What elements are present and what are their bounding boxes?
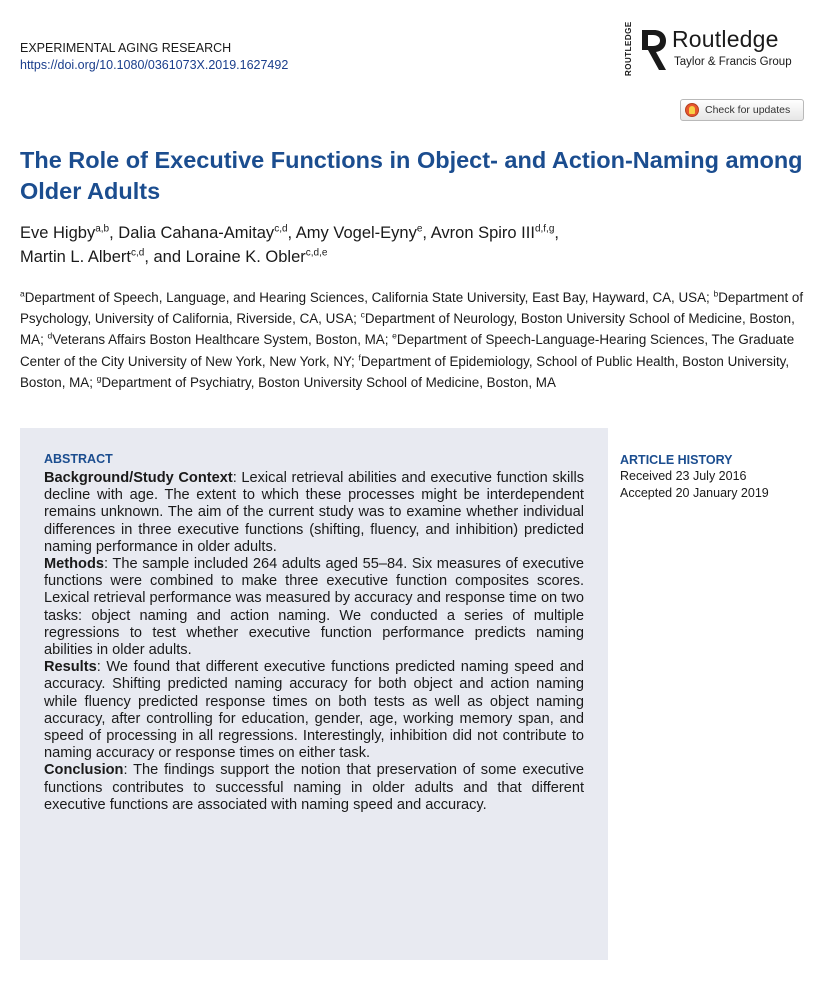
- journal-header: [20, 40, 288, 74]
- affiliation-marker: a: [20, 288, 25, 299]
- author-name[interactable]: Loraine K. Obler: [185, 248, 306, 266]
- abstract-section-background: [44, 470, 584, 556]
- affiliation-marker: b: [713, 288, 719, 299]
- affiliation-marker: e: [392, 330, 397, 341]
- publisher-name: Routledge: [672, 26, 779, 52]
- section-label: Results: [44, 659, 97, 676]
- section-text: : The findings support the notion that preservation of some executive functions contributes to successful naming in older adults and that different executive functions are associated with naming speed and accuracy.: [44, 762, 584, 813]
- affiliation-text: Department of Psychology, University of California, Riverside, CA, USA;: [20, 290, 804, 327]
- affiliation-marker: g: [96, 373, 102, 384]
- author-affiliation-sup: c,d: [130, 247, 145, 259]
- abstract-body: [44, 470, 584, 814]
- section-label: Methods: [44, 556, 104, 573]
- author-name[interactable]: Eve Higby: [20, 224, 96, 242]
- author-separator: ,: [422, 224, 431, 242]
- publisher-spine-text: ROUTLEDGE: [624, 21, 633, 76]
- affiliation-text: Department of Psychiatry, Boston University School of Medicine, Boston, MA: [101, 374, 556, 390]
- check-for-updates-button[interactable]: [680, 99, 804, 121]
- article-history: [620, 452, 820, 502]
- publisher-logo: [624, 21, 820, 76]
- author-name[interactable]: Avron Spiro III: [430, 224, 535, 242]
- affiliations: [20, 287, 820, 393]
- author-affiliation-sup: c,d: [274, 223, 288, 235]
- accepted-date: Accepted 20 January 2019: [620, 486, 769, 500]
- affiliation-marker: c: [360, 309, 365, 320]
- routledge-logo-icon: [638, 28, 668, 72]
- article-history-heading: ARTICLE HISTORY: [620, 453, 733, 467]
- author-name[interactable]: Martin L. Albert: [20, 248, 131, 266]
- author-separator: ,: [554, 224, 559, 242]
- abstract-section-conclusion: [44, 762, 584, 814]
- publisher-group: Taylor & Francis Group: [674, 56, 792, 68]
- affiliation-text: Veterans Affairs Boston Healthcare System, Boston, MA;: [52, 332, 393, 348]
- affiliation-marker: d: [47, 330, 53, 341]
- section-text: : We found that different executive functions predicted naming speed and accuracy. Shifting predicted naming accuracy for both object and action naming while fluency predicted response times on both tests as well as object naming accuracy, after controlling for education, gender, age, working memory span, and speed of processing in all regressions. Interestingly, inhibition did not contribute to naming accuracy or response times on either task.: [44, 659, 584, 762]
- author-separator: ,: [287, 224, 296, 242]
- author-name[interactable]: Dalia Cahana-Amitay: [118, 224, 275, 242]
- journal-name: EXPERIMENTAL AGING RESEARCH: [20, 41, 232, 55]
- section-text: : The sample included 264 adults aged 55–84. Six measures of executive functions were combined to make three executive function composites scores. Lexical retrieval performance was measured by accuracy and response time on two tasks: object naming and action naming. We conducted a series of multiple regressions to test whether executive function performance predicts naming abilities in older adults.: [44, 556, 584, 659]
- affiliation-marker: f: [358, 352, 361, 363]
- affiliation-text: Department of Epidemiology, School of Public Health, Boston University, Boston, MA;: [20, 353, 790, 390]
- abstract-box: [20, 428, 608, 960]
- author-affiliation-sup: e: [416, 223, 423, 235]
- abstract-heading: ABSTRACT: [44, 452, 113, 466]
- section-text: : Lexical retrieval abilities and executive function skills decline with age. The extent to which these processes might be interdependent remains unknown. The aim of the current study was to examine whether individual differences in three executive functions (shifting, fluency, and inhibition) predicted naming performance in older adults.: [44, 470, 585, 555]
- check-for-updates-label: Check for updates: [705, 104, 791, 116]
- received-date: Received 23 July 2016: [620, 469, 747, 483]
- author-affiliation-sup: c,d,e: [305, 247, 328, 259]
- section-label: Background/Study Context: [44, 470, 233, 486]
- section-label: Conclusion: [44, 762, 124, 779]
- author-separator: ,: [109, 224, 119, 242]
- article-title: The Role of Executive Functions in Object- and Action-Naming among Older Adults: [20, 147, 803, 204]
- author-list: [20, 221, 820, 269]
- abstract-section-methods: [44, 556, 584, 659]
- abstract-section-results: [44, 659, 584, 762]
- crossmark-icon: [685, 103, 699, 117]
- affiliation-text: Department of Speech-Language-Hearing Sciences, The Graduate Center of the City University of New York, New York, NY;: [20, 332, 795, 369]
- author-name[interactable]: Amy Vogel-Eyny: [295, 224, 417, 242]
- author-separator: , and: [144, 248, 186, 266]
- affiliation-text: Department of Speech, Language, and Hearing Sciences, California State University, East Bay, Hayward, CA, USA;: [24, 290, 714, 305]
- author-affiliation-sup: d,f,g: [534, 223, 555, 235]
- author-affiliation-sup: a,b: [95, 223, 110, 235]
- doi-link[interactable]: https://doi.org/10.1080/0361073X.2019.1627492: [20, 58, 289, 72]
- affiliation-text: Department of Neurology, Boston University School of Medicine, Boston, MA;: [20, 311, 795, 348]
